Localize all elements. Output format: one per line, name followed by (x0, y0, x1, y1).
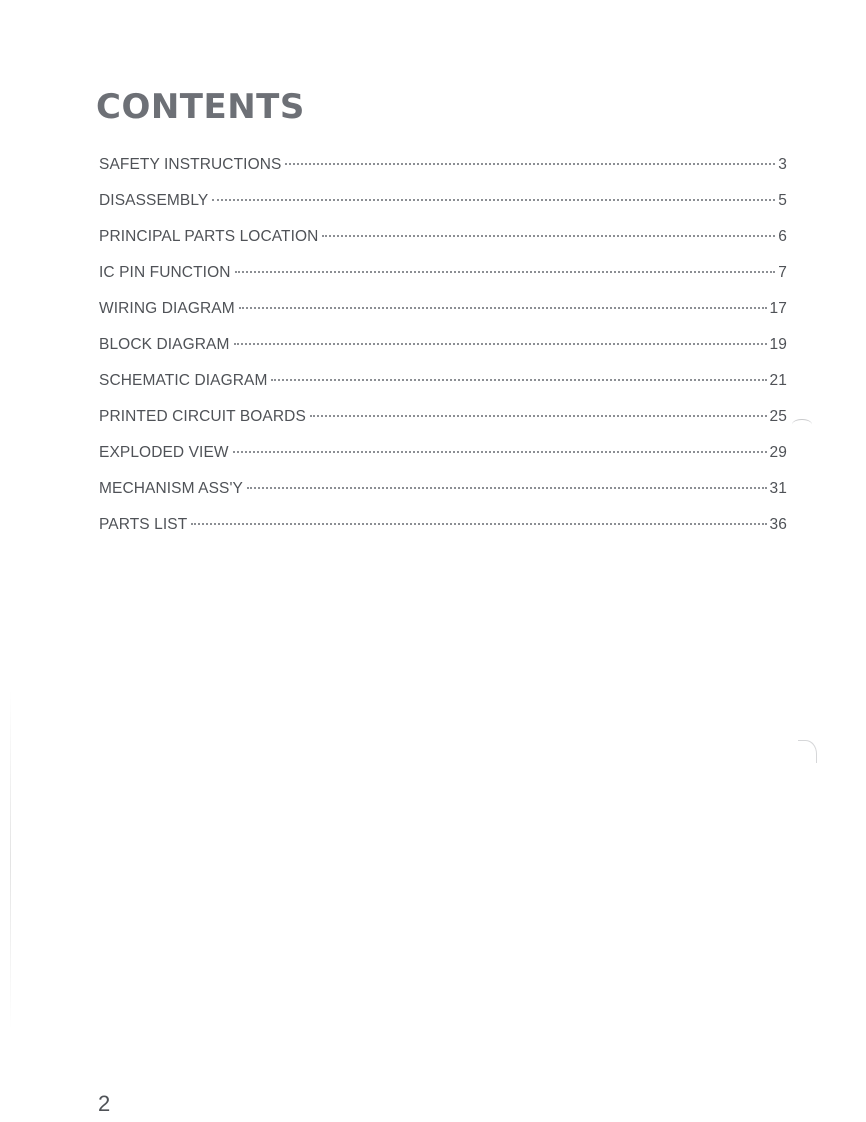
toc-entry-label: PRINTED CIRCUIT BOARDS (99, 408, 306, 425)
toc-entry-page: 5 (778, 192, 787, 209)
toc-dot-leader (234, 343, 767, 345)
toc-entry-label: WIRING DIAGRAM (99, 300, 235, 317)
toc-dot-leader (239, 307, 767, 309)
toc-entry-label: EXPLODED VIEW (99, 444, 229, 461)
toc-entry-page: 29 (769, 444, 787, 461)
toc-entry-label: SAFETY INSTRUCTIONS (99, 156, 282, 173)
table-of-contents (99, 151, 787, 547)
toc-dot-leader (310, 415, 767, 417)
toc-dot-leader (235, 271, 776, 273)
toc-entry-disassembly[interactable] (99, 187, 787, 223)
page-number: 2 (98, 1091, 111, 1116)
toc-entry-wiring-diagram[interactable] (99, 295, 787, 331)
toc-dot-leader (322, 235, 775, 237)
toc-dot-leader (285, 163, 775, 165)
toc-entry-block-diagram[interactable] (99, 331, 787, 367)
toc-entry-safety-instructions[interactable] (99, 151, 787, 187)
toc-dot-leader (191, 523, 766, 525)
toc-entry-parts-list[interactable] (99, 511, 787, 547)
toc-entry-label: MECHANISM ASS'Y (99, 480, 243, 497)
toc-entry-page: 7 (778, 264, 787, 281)
toc-entry-page: 25 (769, 408, 787, 425)
toc-entry-page: 21 (769, 372, 787, 389)
toc-entry-label: DISASSEMBLY (99, 192, 209, 209)
toc-entry-label: BLOCK DIAGRAM (99, 336, 230, 353)
toc-entry-label: PRINCIPAL PARTS LOCATION (99, 228, 319, 245)
toc-entry-label: IC PIN FUNCTION (99, 264, 231, 281)
toc-entry-label: PARTS LIST (99, 516, 188, 533)
toc-entry-schematic-diagram[interactable] (99, 367, 787, 403)
toc-entry-exploded-view[interactable] (99, 439, 787, 475)
toc-entry-page: 36 (769, 516, 787, 533)
scan-artifact-mark (798, 740, 817, 763)
toc-entry-page: 19 (769, 336, 787, 353)
toc-dot-leader (212, 199, 775, 201)
toc-dot-leader (233, 451, 767, 453)
scan-artifact-mark (792, 419, 812, 430)
toc-entry-ic-pin-function[interactable] (99, 259, 787, 295)
toc-dot-leader (247, 487, 767, 489)
toc-entry-printed-circuit-boards[interactable] (99, 403, 787, 439)
toc-entry-principal-parts-location[interactable] (99, 223, 787, 259)
toc-entry-page: 31 (769, 480, 787, 497)
toc-entry-page: 17 (769, 300, 787, 317)
page-title: CONTENTS (96, 87, 305, 127)
toc-entry-mechanism-assy[interactable] (99, 475, 787, 511)
toc-dot-leader (271, 379, 766, 381)
toc-entry-page: 3 (778, 156, 787, 173)
toc-entry-page: 6 (778, 228, 787, 245)
scan-artifact-line (10, 690, 11, 1030)
toc-entry-label: SCHEMATIC DIAGRAM (99, 372, 268, 389)
